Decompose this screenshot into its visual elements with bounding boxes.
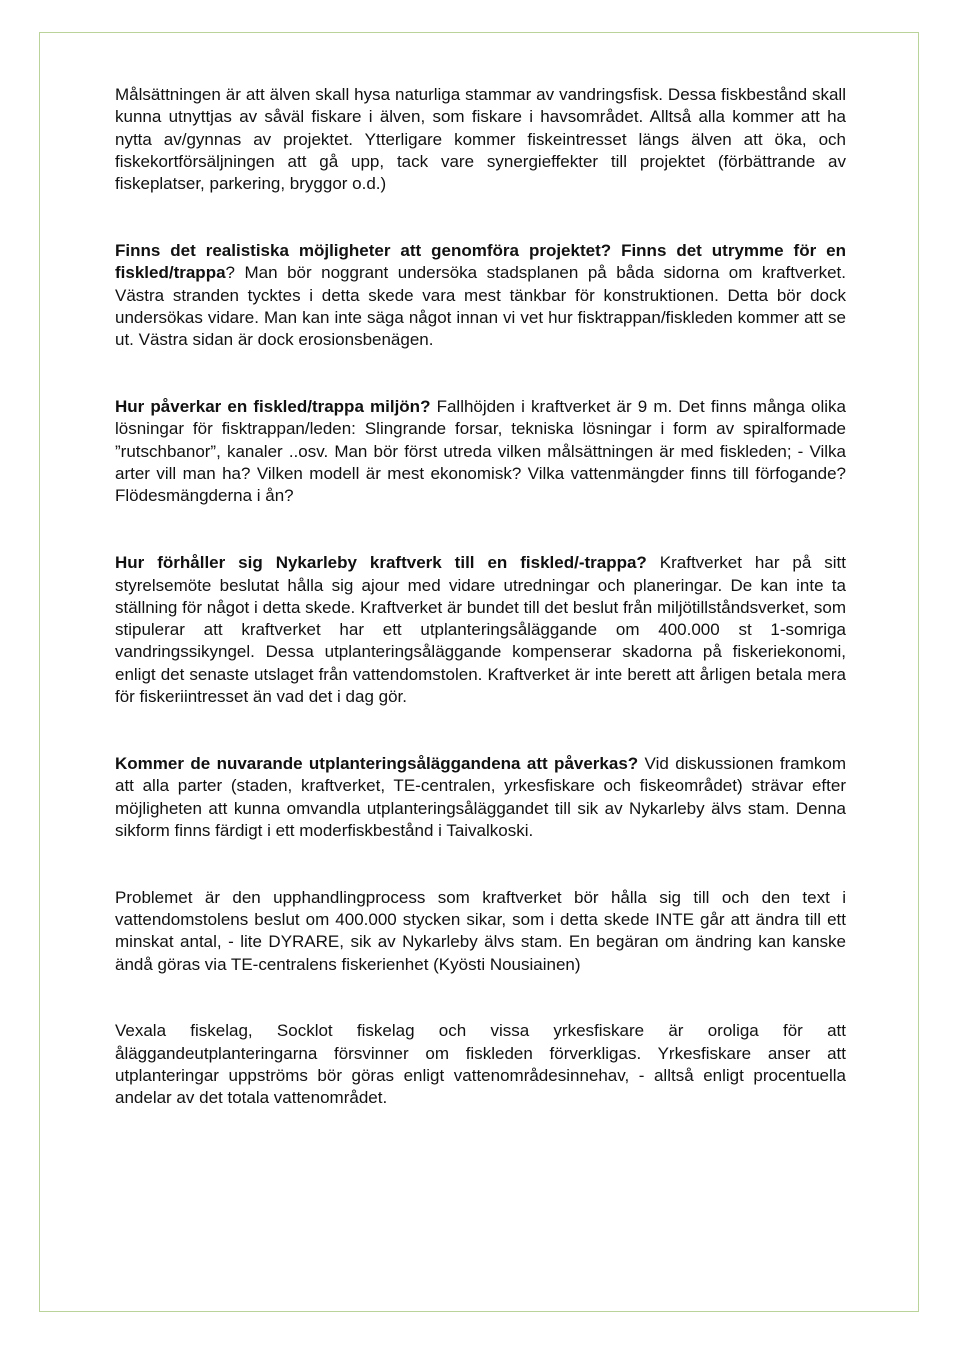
paragraph-goal-text: Målsättningen är att älven skall hysa naturliga stammar av vandringsfisk. Dessa fiskbestånd skall kunna utnyttjas av såväl fiskare i älven, som fiskare i havsområdet. Alltså alla kommer att ha nytta av/gynnas av projektet. Ytterligare kommer fiskeintresset längs älven att öka, och fiskekortförsäljningen att gå upp, tack vare synergieffekter till projektet (förbättrande av fiskeplatser, parkering, bryggor o.d.) <box>115 85 846 194</box>
paragraph-feasibility <box>115 240 846 351</box>
paragraph-goal <box>115 84 846 195</box>
heading-feasibility: Finns det realistiska möjligheter att genomföra projektet? Finns det utrymme för en fiskled/trappa <box>115 241 846 283</box>
heading-stocking: Kommer de nuvarande utplanteringsåläggandena att påverkas? <box>115 753 639 773</box>
paragraph-feasibility-text: ? Man bör noggrant undersöka stadsplanen på båda sidorna om kraftverket. Västra stranden tycktes i detta skede vara mest tänkbar för konstruktionen. Detta bör dock undersökas vidare. Man kan inte säga något innan vi vet hur fisktrappan/fiskleden kommer att se ut. Västra sidan är dock erosionsbenägen. <box>115 263 846 350</box>
heading-environment: Hur påverkar en fiskled/trappa miljön? <box>115 397 431 417</box>
paragraph-stocking-text: Vid diskussionen framkom att alla parter (staden, kraftverket, TE-centralen, yrkesfiskare och fiskeområdet) strävar efter möjligheten att kunna omvandla utplanteringsåläggandet till sik av Nykarleby älvs stam. Denna sikform finns färdigt i ett moderfiskbestånd i Taivalkoski. <box>115 753 846 840</box>
paragraph-stocking <box>115 753 846 842</box>
paragraph-power-plant <box>115 552 846 708</box>
paragraph-procurement-text: Problemet är den upphandlingprocess som kraftverket bör hålla sig till och den text i vattendomstolens beslut om 400.000 stycken sikar, som i detta skede INTE går att ändra till ett minskat antal, - lite DYRARE, sik av Nykarleby älvs stam. En begäran om ändring kan kanske ändå göras via TE-centralens fiskerienhet (Kyösti Nousiainen) <box>115 887 846 974</box>
paragraph-procurement <box>115 887 846 976</box>
paragraph-fishing-clubs-text: Vexala fiskelag, Socklot fiskelag och vissa yrkesfiskare är oroliga för att åläggandeutplanteringarna försvinner om fiskleden förverkligas. Yrkesfiskare anser att utplanteringar uppströms bör göras enligt vattenområdesinnehav, - alltså enligt procentuella andelar av det totala vattenområdet. <box>115 1021 846 1108</box>
heading-power-plant: Hur förhåller sig Nykarleby kraftverk till en fiskled/-trappa? <box>115 553 647 573</box>
document-body <box>115 84 846 1110</box>
paragraph-power-plant-text: Kraftverket har på sitt styrelsemöte beslutat hålla sig ajour med vidare utredningar och planeringar. De kan inte ta ställning för något i detta skede. Kraftverket är bundet till det beslut från miljötillståndsverket, som stipulerar att kraftverket har ett utplanteringsåläggande om 400.000 st 1-somriga vandringssikyngel. Dessa utplanteringsåläggande kompenserar skadorna på fiskeriekonomi, enligt det senaste utslaget från vattendomstolen. Kraftverket är inte berett att årligen betala mera för fiskeriintresset än vad det i dag gör. <box>115 553 847 707</box>
paragraph-fishing-clubs <box>115 1020 846 1109</box>
paragraph-environment <box>115 396 846 507</box>
paragraph-environment-text: Fallhöjden i kraftverket är 9 m. Det finns många olika lösningar för fisktrappan/leden: Slingrande forsar, tekniska lösningar i form av spiralformade ”rutschbanor”, kanaler ..osv. Man bör först utreda vilken målsättningen är med fiskleden; - Vilka arter vill man ha? Vilken modell är mest ekonomisk? Vilka vattenmängder finns till förfogande? Flödesmängderna i ån? <box>115 397 846 506</box>
